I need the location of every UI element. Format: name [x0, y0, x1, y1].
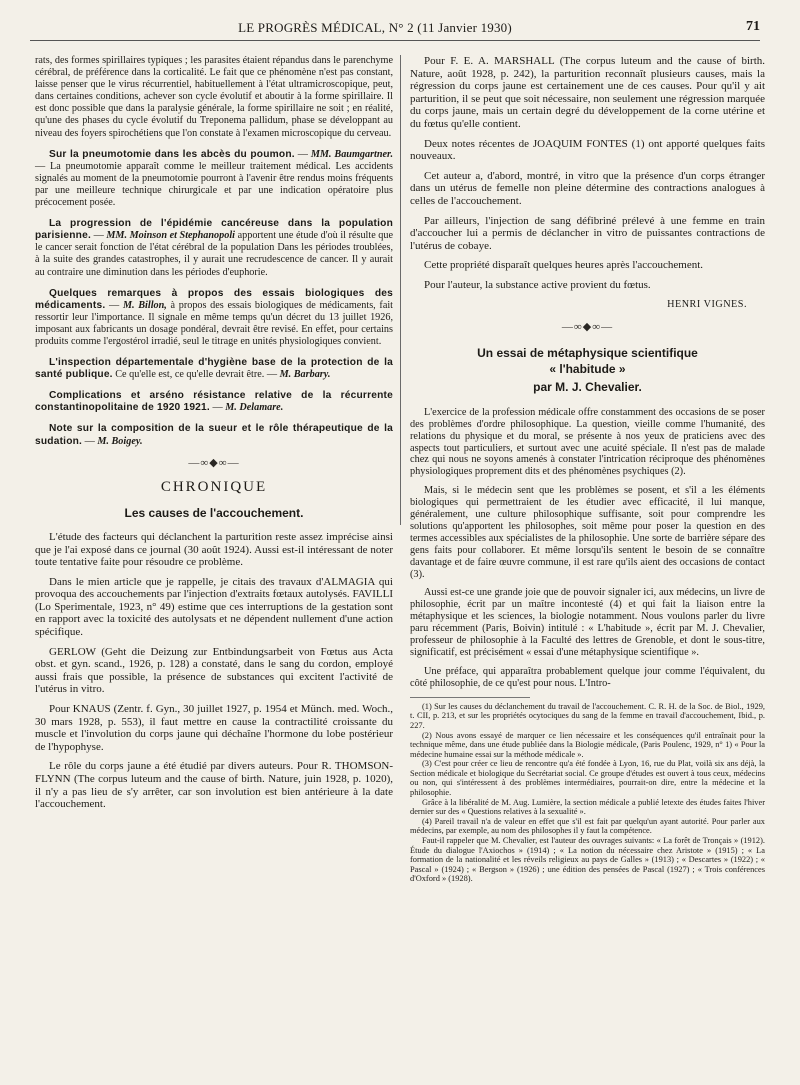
body-paragraph: Cet auteur a, d'abord, montré, in vitro que la présence d'un corps étranger dans un utérus de femelle non pleine détermine des contractions analogues à celles de l'accouchement. — [410, 169, 765, 207]
footnote-rule — [410, 697, 530, 698]
society-note: Quelques remarques à propos des essais biologiques des médicaments. — M. Billon, à propos des essais biologiques de médicaments, fait ressortir leur l'importance. Il signale en même temps qu'un décret du 13 juillet 1926, imposant aux fabricants un dosage pondéral, devrait être revisé. En effet, pour certains produits comme l'ergostérol irradié, seul le titrage en unités physiologiques convient. — [35, 287, 394, 347]
article-title: Les causes de l'accouchement. — [124, 505, 304, 520]
body-paragraph: Mais, si le médecin sent que les problèmes se posent, et s'il a les éléments biologiques qui permettraient de les étudier avec efficacité, il lui manque, généralement, une culture philosophique suffisante, soit pour comprendre les solutions qu'apportent les philosophes, soit même pour poser la question en des termes accessibles aux spécialistes de la philosophie. Une sorte de barrière sépare des gens faits pour collaborer. Et même lorsqu'ils sentent le besoin de se connaître davantage et de faire œuvre commune, il est rare qu'ils aient des occasions de contact (3). — [410, 485, 765, 580]
footnote: (3) C'est pour créer ce lieu de rencontre qu'a été fondée à Lyon, 16, rue du Plat, voilà six ans déjà, la Section médicale et biologique du Secrétariat social. Ce groupe d'études est ouvert à tous ceux, médecins ou non, qui s'intéressent à des problèmes intermédiaires, pourrait-on dire, entre la médecine et la philosophie. — [410, 759, 765, 798]
page-number: 71 — [746, 19, 760, 34]
body-paragraph: L'exercice de la profession médicale offre constamment des occasions de se poser des problèmes d'ordre philosophique. La question, vieille comme l'humanité, des relations du physique et du moral, se présente à nos yeux de praticiens avec des aspects tout particuliers, et surtout avec une acuité spéciale. Il n'est pas de malade chez qui nous ne soyons amenés à constater l'intrication réciproque des phénomènes physiologiques proprement dits et des phénomènes psychiques (2). — [410, 406, 765, 478]
running-title: LE PROGRÈS MÉDICAL, N° 2 (11 Janvier 1930) — [238, 20, 512, 35]
body-paragraph: Une préface, qui apparaîtra probablement quelque jour comme l'équivalent, du côté philosophie, de ce qu'est pour nous. L'Intro- — [410, 665, 765, 689]
society-note: La progression de l'épidémie cancéreuse dans la population parisienne. — MM. Moinson et Stephanopoli apportent une étude d'où il résulte que le cancer serait fonction de l'état cérébral de la population Dans les périodes troublées, à la suite des grandes catastrophes, il y aurait une recrudescence de cancer. Il y aurait au contraire une diminution dans les périodes d'euphorie. — [35, 218, 394, 278]
intro-paragraph: rats, des formes spirillaires typiques ; les parasites étaient répandus dans le parenchyme cérébral, de préférence dans la corticalité. Le fait que ce phénomène n'est pas constant, laisse penser que le virus récurrentiel, habituellement à l'état ultramicroscopique, peut, dans certaines conditions, achever son cycle évolutif et aboutir à la forme spirillaire. Il est donc possible que dans la paralysie générale, la forme spirillaire ne soit ; en réalité, qu'une des phases du cycle évolutif du Treponema pallidum, phase se développant au niveau des foyers spirochétiens que l'on constate à l'examen microscopique du cerveau. — [35, 55, 393, 139]
article-title-line: « l'habitude » — [549, 361, 626, 376]
footnote: Grâce à la libéralité de M. Aug. Lumière, la section médicale a publié letexte des études faites l'hiver dernier sur des « Questions relatives à la sexualité ». — [410, 797, 765, 817]
article-continuation — [410, 55, 765, 292]
body-paragraph: GERLOW (Geht die Deizung zur Entbindungsarbeit von Fœtus aus Acta obst. et gyn. scand., 1926, p. 128) a constaté, dans le sang du cordon, employé aussi frais que possible, la présence de substances qui excitent l'activité de l'utérus in vitro. — [35, 645, 393, 696]
body-paragraph: Deux notes récentes de JOAQUIM FONTES (1) ont apporté quelques faits nouveaux. — [410, 137, 765, 163]
note-text: à propos des essais biologiques de médicaments, fait ressortir leur l'importance. Il signale en même temps qu'un décret du 13 juillet 1926, imposant aux fabricants un dosage pondéral, devrait être revisé. En effet, pour certains produits comme l'ergostérol irradié, seul le titrage en unités physiologiques convient. — [35, 299, 394, 347]
body-paragraph: L'étude des facteurs qui déclanchent la parturition reste assez imprécise ainsi que je l'ai exposé dans ce journal (30 août 1924). Aussi est-il intéressant de noter toute tentative faite pour résoudre ce problème. — [35, 530, 393, 569]
note-author: M. Barbary. — [279, 369, 331, 381]
note-heading: Quelques remarques à propos des essais biologiques des médicaments. — [35, 287, 393, 311]
footnote: Faut-il rappeler que M. Chevalier, est l'auteur des ouvrages suivants: « La forêt de Tronçais » (1912). Étude du dialogue l'Axiochos » (1914) ; « La notion du nécessaire chez Aristote » (1915) ; « La formation de la nationalité et les réveils religieux au pays de Galles » (1913) ; « Descartes » (1922) ; « Pascal » (1924) ; « Bergson » (1926) ; une édition des pensées de Pascal (1927) ; « Trois conférences d'Oxford » (1928). — [410, 836, 765, 884]
body-paragraph: Cette propriété disparaît quelques heures après l'accouchement. — [424, 259, 704, 272]
note-heading: Complications et arséno résistance relative de la récurrente constantinopolitaine de 1920 1921. — [35, 390, 393, 414]
note-text: apportent une étude d'où il résulte que le cancer serait fonction de l'état cérébral de la population Dans les périodes troublées, à la suite des grandes catastrophes, il y aurait une recrudescence de cancer. Il y aurait au contraire une diminution dans les périodes d'euphorie. — [35, 230, 394, 278]
article-title-line: Un essai de métaphysique scientifique — [477, 345, 698, 360]
society-note — [35, 423, 393, 447]
body-paragraph: Pour F. E. A. MARSHALL (The corpus luteum and the cause of birth. Nature, août 1928, p. 242), la parturition reconnaît plusieurs causes, mais la régression du corps jaune est certainement une de ces causes. Pour qu'il y ait parturition, il se peut que soit nécessaire, non seulement une régression marquée du corps jaune, mais un certain degré du développement de la corne utérine et du fœtus qu'elle contient. — [410, 55, 765, 130]
body-paragraph: Le rôle du corps jaune a été étudié par divers auteurs. Pour R. THOMSON-FLYNN (The corpus luteum and the cause of birth. Nature, juin 1928, p. 1020), il n'y a pas lieu de s'y arrêter, car son involution est bien antérieure à la date l'accouchement. — [35, 760, 393, 811]
footnotes — [410, 702, 765, 884]
column-divider — [400, 55, 401, 525]
note-author: M. Delamare. — [225, 402, 284, 414]
note-text: Ce qu'elle est, ce qu'elle devrait être. — — [115, 369, 278, 381]
society-note — [35, 390, 393, 414]
note-text: — La pneumotomie apparaît comme le meilleur traitement médical. Les accidents signalés au moment de la pneumotomie pourront à l'avenir être rendus moins fréquents par une meilleure technique chirurgicale et par une indication opératoire plus précocement posée. — [35, 160, 393, 209]
ornament-divider: —∞◆∞— — [561, 320, 614, 333]
note-heading: L'inspection départementale d'hygiène base de la protection de la santé publique. — [35, 357, 393, 381]
footnote: (1) Sur les causes du déclanchement du travail de l'accouchement. C. R. H. de la Soc. de Biol., 1929, t. CII, p. 213, et sur les propriétés ocytociques du sang de la femme en travail d'accouchement, Ibid., p. 227. — [410, 701, 765, 730]
body-paragraph: Aussi est-ce une grande joie que de pouvoir signaler ici, aux médecins, un livre de philosophie, écrit par un maître incontesté (4) et qui fait la liaison entre la métaphysique et les sciences, la biologie notamment. Nous voulons parler du livre paru récemment (Paris, Boivin) intitulé : « L'habitude », écrit par M. J. Chevalier, professeur de philosophie à la Faculté des lettres de Grenoble, et dont le sous-titre, significatif, est précisément « essai d'une métaphysique scientifique ». — [410, 587, 765, 658]
note-heading: Sur la pneumotomie dans les abcès du poumon. — [49, 148, 295, 160]
note-heading: La progression de l'épidémie cancéreuse dans la population parisienne. — [35, 218, 393, 242]
note-author: M. Billon, — [122, 299, 167, 311]
running-header — [30, 18, 760, 41]
note-text: — — [212, 402, 223, 414]
society-note — [35, 357, 393, 381]
note-author: M. Boigey. — [97, 435, 143, 447]
body-paragraph: Pour KNAUS (Zentr. f. Gyn., 30 juillet 1927, p. 1954 et Münch. med. Woch., 30 mars 1928, p. 553), il faut mettre en cause la contractilité croissante du muscle et l'involution du corps jaune qui déchaîne l'hormone du lobe postérieur de l'hypophyse. — [35, 703, 393, 753]
section-heading: CHRONIQUE — [160, 478, 268, 495]
note-text: — — [84, 435, 95, 447]
note-author: MM. Baumgartner. — [310, 148, 393, 160]
right-column — [410, 55, 765, 884]
article-body — [35, 531, 393, 811]
article-author: par M. J. Chevalier. — [533, 379, 642, 394]
body-paragraph: Dans le mien article que je rappelle, je citais des travaux d'ALMAGIA qui provoqua des accouchements par l'injection d'extraits fœtaux autolysés. FAVILLI (Lo Sperimentale, 1923, n° 49) estime que ces interruptions de la gestation sont en rapport avec la toxicité des autolysats et ne dépendent nullement d'une action spécifique. — [35, 575, 393, 639]
author-signature: HENRI VIGNES. — [667, 298, 747, 310]
article-title — [410, 345, 765, 377]
body-paragraph: Pour l'auteur, la substance active provient du fœtus. — [424, 278, 651, 291]
footnote: (2) Nous avons essayé de marquer ce lien nécessaire et les conséquences qu'il entraînait pour la technique même, dans une étude publiée dans la Biologie médicale, (Paris Poulenc, 1929, n° 1) « Pour la médecine humaine essai sur la méthode médicale ». — [410, 730, 765, 759]
society-note: Sur la pneumotomie dans les abcès du poumon. — MM. Baumgartner. — La pneumotomie apparaît comme le meilleur traitement médical. Les accidents signalés au moment de la pneumotomie pourront à l'avenir être rendus moins fréquents par une meilleure technique chirurgicale et par une indication opératoire plus précocement posée. — [35, 148, 393, 209]
note-author: MM. Moinson et Stephanopoli — [106, 230, 236, 242]
left-column — [35, 55, 393, 818]
note-heading: Note sur la composition de la sueur et le rôle thérapeutique de la sudation. — [35, 423, 393, 447]
body-paragraph: Par ailleurs, l'injection de sang défibriné prélevé à une femme en train d'accoucher lui a permis de déclancher in vitro de puissantes contractions de l'utérus de cobaye. — [410, 214, 765, 252]
article-body — [410, 407, 765, 690]
footnote: (4) Pareil travail n'a de valeur en effet que s'il est fait par quelqu'un ayant autorité. Pour parler aux médecins, par exemple, au nom des philosophes il y faut la compétence. — [410, 816, 765, 836]
ornament-divider: —∞◆∞— — [188, 456, 240, 469]
